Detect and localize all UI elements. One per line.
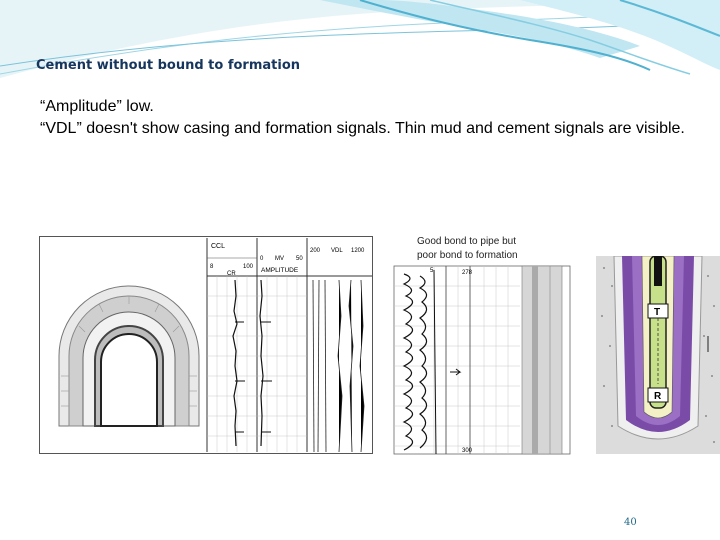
vdl-scale-left: 200 (310, 248, 321, 254)
ccl-label: CCL (211, 243, 226, 250)
amp-scale-unit: MV (275, 256, 284, 262)
amp-scale-left: 0 (260, 256, 264, 262)
bond-log-figure (390, 230, 576, 456)
bond-caption-line1: Good bond to pipe but (417, 236, 516, 247)
body-line-amplitude: “Amplitude” low. (40, 98, 154, 115)
ccl-scale-right: 100 (243, 264, 254, 270)
body-line-vdl: “VDL” doesn't show casing and formation signals. Thin mud and cement signals are visible. (40, 120, 685, 137)
vdl-scale-right: 1200 (351, 248, 365, 254)
casing-cross-section-illustration (59, 286, 199, 426)
amp-scale-right: 50 (296, 256, 303, 262)
bond-scale-bottom: 300 (462, 448, 473, 454)
slide-body (36, 96, 696, 140)
bond-scale-top: 278 (462, 270, 473, 276)
amplitude-label: AMPLITUDE (261, 267, 299, 274)
ccl-sub-label: CR (227, 271, 236, 277)
transmitter-label: T (654, 307, 661, 318)
page-number: 40 (624, 517, 637, 528)
vdl-label: VDL (331, 248, 343, 254)
bond-caption-line2: poor bond to formation (417, 250, 518, 261)
borehole-tool-figure (596, 256, 720, 454)
cement-log-figure (39, 236, 373, 454)
ccl-scale-left: 8 (210, 264, 214, 270)
receiver-label: R (654, 391, 662, 402)
slide-title: Cement without bound to formation (36, 58, 300, 73)
bond-scale-mid: 5 (430, 268, 434, 274)
